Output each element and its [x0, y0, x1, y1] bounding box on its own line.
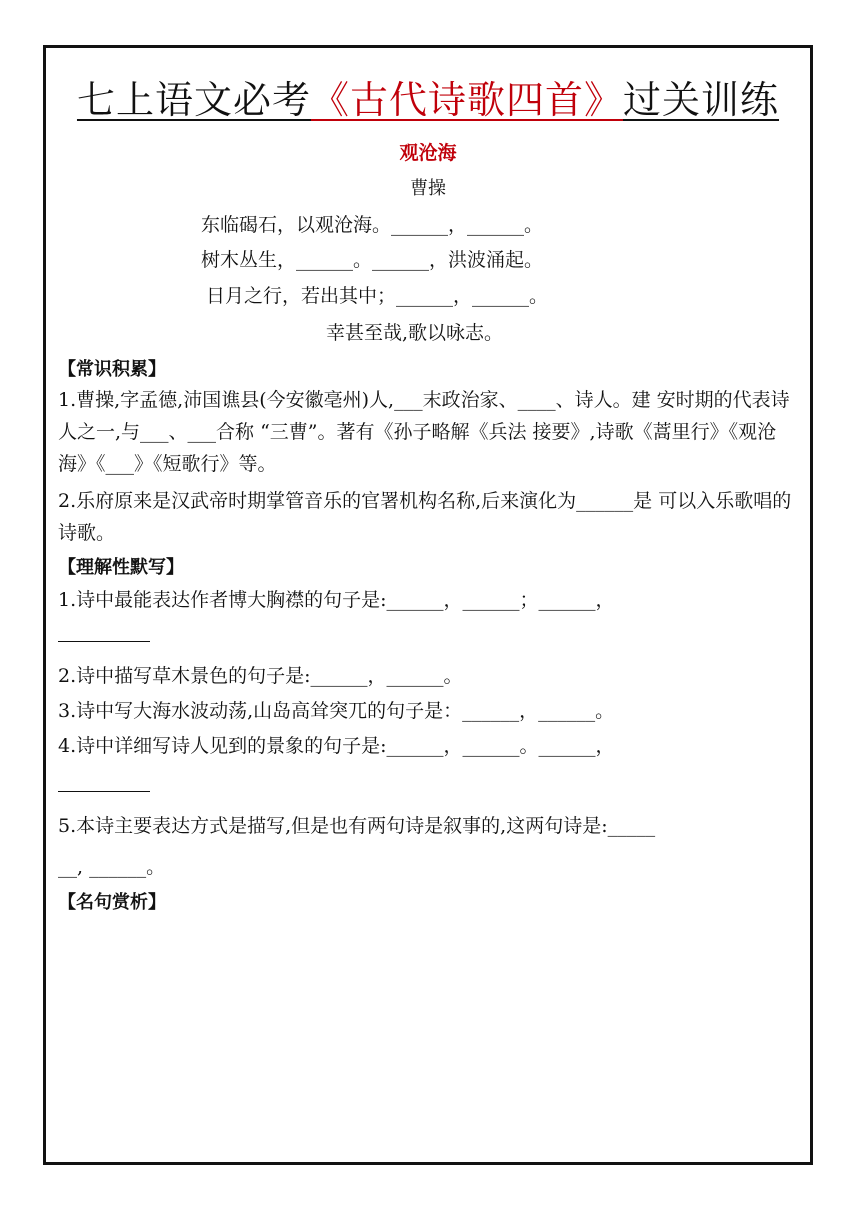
- poem-title: 观沧海: [399, 142, 457, 164]
- dictation-q3: 3.诗中写大海水波动荡,山岛高耸突兀的句子是：______，______。: [58, 700, 615, 722]
- poem-line-4: 幸甚至哉,歌以咏志。: [326, 322, 504, 344]
- poem-author: 曹操: [410, 178, 446, 199]
- dictation-q5-line-1: 5.本诗主要表达方式是描写,但是也有两句诗是叙事的,这两句诗是:_____: [58, 815, 656, 837]
- answer-blank-line-2: [58, 791, 150, 792]
- page-title: [46, 76, 810, 124]
- poem-line-3: 日月之行，若出其中；______，______。: [206, 285, 549, 307]
- poem-line-1: 东临碣石，以观沧海。______，______。: [201, 214, 544, 236]
- dictation-q2: 2.诗中描写草木景色的句子是:______，______。: [58, 665, 463, 687]
- common-knowledge-q2: 2.乐府原来是汉武帝时期掌管音乐的官署机构名称,后来演化为______是 可以入乐歌唱的诗歌。: [58, 490, 792, 544]
- title-part-1: 七上语文必考: [76, 78, 311, 122]
- poem-line-2: 树木丛生，______。______，洪波涌起。: [201, 249, 544, 271]
- title-part-2: 过关训练: [623, 78, 780, 122]
- worksheet-frame: [43, 45, 813, 1165]
- title-part-red: 《古代诗歌四首》: [310, 78, 623, 122]
- section-heading-appreciation: 【名句赏析】: [58, 892, 166, 913]
- dictation-q5-line-2: __, ______。: [58, 856, 166, 878]
- answer-blank-line-1: [58, 641, 150, 642]
- common-knowledge-q1: 1.曹操,字孟德,沛国谯县(今安徽亳州)人,___末政治家、____、诗人。建 安时期的代表诗人之一,与___、___合称 “三曹”。著有《孙子略解《兵法 接要》,诗歌《蒿里行》《观沧海》《___》《短歌行》等。: [58, 389, 790, 475]
- section-heading-dictation: 【理解性默写】: [58, 557, 184, 578]
- dictation-q1: 1.诗中最能表达作者博大胸襟的句子是:______，______；______，: [58, 589, 615, 611]
- section-heading-common-knowledge: 【常识积累】: [58, 359, 166, 380]
- dictation-q4: 4.诗中详细写诗人见到的景象的句子是:______，______。______，: [58, 735, 615, 757]
